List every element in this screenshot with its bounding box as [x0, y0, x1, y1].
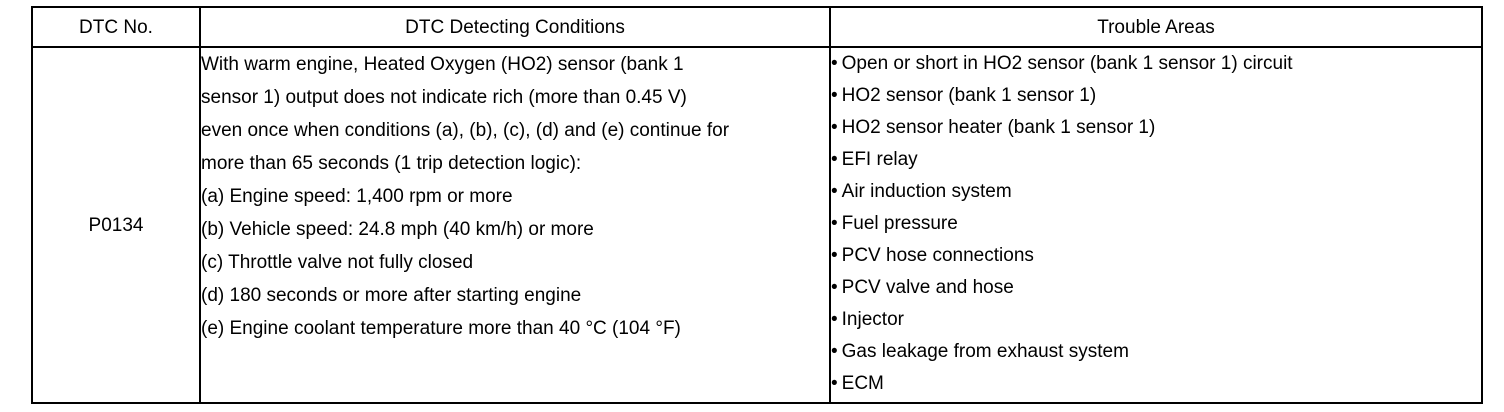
trouble-area-label: Gas leakage from exhaust system [841, 341, 1129, 362]
trouble-area-label: Air induction system [841, 181, 1012, 202]
list-item [831, 336, 1481, 368]
bullet-icon: • [831, 341, 838, 362]
table-header-row [32, 7, 1482, 47]
trouble-area-label: PCV hose connections [841, 245, 1034, 266]
condition-line: more than 65 seconds (1 trip detection logic): [201, 153, 582, 174]
list-item [831, 208, 1481, 240]
bullet-icon: • [831, 181, 838, 202]
dtc-table [31, 6, 1483, 404]
condition-item-c: (c) Throttle valve not fully closed [201, 252, 474, 273]
trouble-area-label: PCV valve and hose [841, 277, 1014, 298]
list-item [831, 176, 1481, 208]
conditions-cell [200, 47, 830, 403]
list-item [831, 240, 1481, 272]
trouble-area-label: Fuel pressure [841, 213, 958, 234]
trouble-area-label: Injector [841, 309, 904, 330]
bullet-icon: • [831, 85, 838, 106]
bullet-icon: • [831, 149, 838, 170]
condition-line: sensor 1) output does not indicate rich (more than 0.45 V) [201, 87, 687, 108]
condition-line: even once when conditions (a), (b), (c), (d) and (e) continue for [201, 120, 730, 141]
trouble-area-label: ECM [841, 373, 884, 394]
condition-item-d: (d) 180 seconds or more after starting engine [201, 285, 582, 306]
bullet-icon: • [831, 309, 838, 330]
trouble-areas-cell [830, 47, 1482, 403]
bullet-icon: • [831, 277, 838, 298]
bullet-icon: • [831, 213, 838, 234]
list-item [831, 368, 1481, 400]
list-item [831, 48, 1481, 80]
trouble-area-label: HO2 sensor heater (bank 1 sensor 1) [841, 117, 1156, 138]
header-detecting-conditions: DTC Detecting Conditions [200, 7, 830, 47]
bullet-icon: • [831, 53, 838, 74]
trouble-area-label: HO2 sensor (bank 1 sensor 1) [841, 85, 1097, 106]
condition-item-e: (e) Engine coolant temperature more than 40 °C (104 °F) [201, 318, 681, 339]
trouble-areas-list [831, 48, 1481, 400]
condition-item-a: (a) Engine speed: 1,400 rpm or more [201, 186, 513, 207]
list-item [831, 144, 1481, 176]
condition-line: With warm engine, Heated Oxygen (HO2) sensor (bank 1 [201, 54, 684, 75]
bullet-icon: • [831, 117, 838, 138]
list-item [831, 272, 1481, 304]
table-row [32, 47, 1482, 403]
list-item [831, 80, 1481, 112]
dtc-code-cell: P0134 [32, 47, 200, 403]
list-item [831, 304, 1481, 336]
condition-item-b: (b) Vehicle speed: 24.8 mph (40 km/h) or more [201, 219, 594, 240]
dtc-table-container [31, 6, 1481, 404]
header-dtc-no: DTC No. [32, 7, 200, 47]
bullet-icon: • [831, 245, 838, 266]
bullet-icon: • [831, 373, 838, 394]
trouble-area-label: EFI relay [841, 149, 918, 170]
list-item [831, 112, 1481, 144]
trouble-area-label: Open or short in HO2 sensor (bank 1 sensor 1) circuit [841, 53, 1293, 74]
header-trouble-areas: Trouble Areas [830, 7, 1482, 47]
